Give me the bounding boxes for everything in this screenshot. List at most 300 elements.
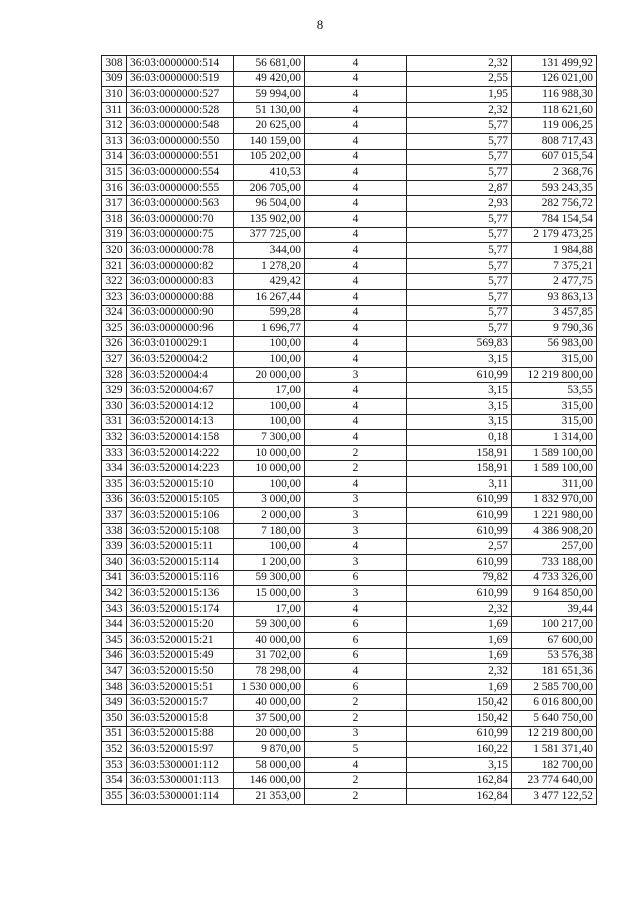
rate-cell: 1,69 (407, 632, 512, 648)
value-cell: 1 984,88 (512, 243, 597, 259)
category-cell: 4 (305, 196, 407, 212)
row-number-cell: 312 (102, 118, 127, 134)
cadastral-number-cell: 36:03:5200014:223 (127, 461, 234, 477)
area-cell: 377 725,00 (234, 227, 305, 243)
rate-cell: 162,84 (407, 773, 512, 789)
table-row (102, 430, 597, 446)
rate-cell: 79,82 (407, 570, 512, 586)
value-cell: 593 243,35 (512, 180, 597, 196)
row-number-cell: 346 (102, 648, 127, 664)
category-cell: 4 (305, 399, 407, 415)
rate-cell: 610,99 (407, 492, 512, 508)
page-number: 8 (316, 17, 324, 32)
value-cell: 784 154,54 (512, 211, 597, 227)
row-number-cell: 329 (102, 383, 127, 399)
rate-cell: 2,57 (407, 539, 512, 555)
row-number-cell: 337 (102, 508, 127, 524)
area-cell: 100,00 (234, 414, 305, 430)
table-row (102, 321, 597, 337)
row-number-cell: 333 (102, 445, 127, 461)
value-cell: 181 651,36 (512, 664, 597, 680)
cadastral-number-cell: 36:03:5300001:113 (127, 773, 234, 789)
cadastral-number-cell: 36:03:0000000:90 (127, 305, 234, 321)
area-cell: 56 681,00 (234, 56, 305, 72)
area-cell: 78 298,00 (234, 664, 305, 680)
cadastral-number-cell: 36:03:5200015:49 (127, 648, 234, 664)
row-number-cell: 310 (102, 87, 127, 103)
rate-cell: 3,15 (407, 352, 512, 368)
value-cell: 3 477 122,52 (512, 788, 597, 804)
value-cell: 2 179 473,25 (512, 227, 597, 243)
table-row (102, 664, 597, 680)
table-row (102, 56, 597, 72)
row-number-cell: 322 (102, 274, 127, 290)
rate-cell: 158,91 (407, 461, 512, 477)
cadastral-number-cell: 36:03:0000000:550 (127, 133, 234, 149)
area-cell: 20 625,00 (234, 118, 305, 134)
row-number-cell: 316 (102, 180, 127, 196)
area-cell: 10 000,00 (234, 445, 305, 461)
value-cell: 182 700,00 (512, 757, 597, 773)
cadastral-number-cell: 36:03:5200015:136 (127, 586, 234, 602)
cadastral-number-cell: 36:03:0000000:70 (127, 211, 234, 227)
cadastral-number-cell: 36:03:5200014:222 (127, 445, 234, 461)
category-cell: 3 (305, 523, 407, 539)
value-cell: 53,55 (512, 383, 597, 399)
value-cell: 1 832 970,00 (512, 492, 597, 508)
category-cell: 4 (305, 56, 407, 72)
cadastral-number-cell: 36:03:5200014:158 (127, 430, 234, 446)
cadastral-number-cell: 36:03:0000000:519 (127, 71, 234, 87)
value-cell: 6 016 800,00 (512, 695, 597, 711)
rate-cell: 2,87 (407, 180, 512, 196)
table-row (102, 258, 597, 274)
cadastral-number-cell: 36:03:0000000:551 (127, 149, 234, 165)
area-cell: 37 500,00 (234, 710, 305, 726)
area-cell: 135 902,00 (234, 211, 305, 227)
table-row (102, 742, 597, 758)
table-row (102, 788, 597, 804)
row-number-cell: 323 (102, 289, 127, 305)
value-cell: 12 219 800,00 (512, 367, 597, 383)
row-number-cell: 352 (102, 742, 127, 758)
table-row (102, 399, 597, 415)
value-cell: 733 188,00 (512, 555, 597, 571)
value-cell: 1 314,00 (512, 430, 597, 446)
row-number-cell: 351 (102, 726, 127, 742)
row-number-cell: 311 (102, 102, 127, 118)
rate-cell: 150,42 (407, 695, 512, 711)
cadastral-number-cell: 36:03:5200015:21 (127, 632, 234, 648)
rate-cell: 3,11 (407, 477, 512, 493)
value-cell: 67 600,00 (512, 632, 597, 648)
cadastral-number-cell: 36:03:0000000:78 (127, 243, 234, 259)
category-cell: 2 (305, 773, 407, 789)
area-cell: 58 000,00 (234, 757, 305, 773)
category-cell: 4 (305, 211, 407, 227)
row-number-cell: 326 (102, 336, 127, 352)
rate-cell: 5,77 (407, 321, 512, 337)
table-row (102, 87, 597, 103)
area-cell: 3 000,00 (234, 492, 305, 508)
cadastral-number-cell: 36:03:5300001:114 (127, 788, 234, 804)
row-number-cell: 318 (102, 211, 127, 227)
cadastral-number-cell: 36:03:5300001:112 (127, 757, 234, 773)
row-number-cell: 314 (102, 149, 127, 165)
area-cell: 100,00 (234, 399, 305, 415)
category-cell: 4 (305, 289, 407, 305)
area-cell: 100,00 (234, 336, 305, 352)
area-cell: 2 000,00 (234, 508, 305, 524)
category-cell: 4 (305, 477, 407, 493)
value-cell: 2 477,75 (512, 274, 597, 290)
category-cell: 4 (305, 383, 407, 399)
area-cell: 59 994,00 (234, 87, 305, 103)
value-cell: 7 375,21 (512, 258, 597, 274)
category-cell: 3 (305, 586, 407, 602)
value-cell: 1 581 371,40 (512, 742, 597, 758)
area-cell: 100,00 (234, 539, 305, 555)
cadastral-number-cell: 36:03:5200015:20 (127, 617, 234, 633)
category-cell: 4 (305, 149, 407, 165)
value-cell: 4 386 908,20 (512, 523, 597, 539)
value-cell: 282 756,72 (512, 196, 597, 212)
row-number-cell: 328 (102, 367, 127, 383)
row-number-cell: 341 (102, 570, 127, 586)
cadastral-number-cell: 36:03:5200015:106 (127, 508, 234, 524)
table-row (102, 352, 597, 368)
cadastral-number-cell: 36:03:5200004:67 (127, 383, 234, 399)
row-number-cell: 315 (102, 165, 127, 181)
category-cell: 5 (305, 742, 407, 758)
row-number-cell: 342 (102, 586, 127, 602)
cadastral-number-cell: 36:03:0000000:527 (127, 87, 234, 103)
value-cell: 311,00 (512, 477, 597, 493)
cadastral-number-cell: 36:03:0100029:1 (127, 336, 234, 352)
cadastral-number-cell: 36:03:0000000:548 (127, 118, 234, 134)
area-cell: 21 353,00 (234, 788, 305, 804)
category-cell: 4 (305, 227, 407, 243)
area-cell: 344,00 (234, 243, 305, 259)
area-cell: 20 000,00 (234, 726, 305, 742)
table-row (102, 632, 597, 648)
row-number-cell: 339 (102, 539, 127, 555)
row-number-cell: 338 (102, 523, 127, 539)
category-cell: 3 (305, 555, 407, 571)
value-cell: 315,00 (512, 414, 597, 430)
cadastral-number-cell: 36:03:0000000:555 (127, 180, 234, 196)
category-cell: 4 (305, 664, 407, 680)
value-cell: 39,44 (512, 601, 597, 617)
rate-cell: 5,77 (407, 243, 512, 259)
category-cell: 4 (305, 336, 407, 352)
category-cell: 4 (305, 757, 407, 773)
table-row (102, 601, 597, 617)
value-cell: 118 621,60 (512, 102, 597, 118)
table-row (102, 227, 597, 243)
category-cell: 3 (305, 367, 407, 383)
cadastral-number-cell: 36:03:5200015:114 (127, 555, 234, 571)
area-cell: 100,00 (234, 352, 305, 368)
table-row (102, 71, 597, 87)
row-number-cell: 325 (102, 321, 127, 337)
rate-cell: 5,77 (407, 227, 512, 243)
cadastral-number-cell: 36:03:5200015:116 (127, 570, 234, 586)
value-cell: 131 499,92 (512, 56, 597, 72)
rate-cell: 2,93 (407, 196, 512, 212)
category-cell: 3 (305, 492, 407, 508)
category-cell: 6 (305, 648, 407, 664)
cadastral-number-cell: 36:03:5200015:50 (127, 664, 234, 680)
table-row (102, 445, 597, 461)
table-row (102, 211, 597, 227)
value-cell: 3 457,85 (512, 305, 597, 321)
area-cell: 9 870,00 (234, 742, 305, 758)
row-number-cell: 332 (102, 430, 127, 446)
area-cell: 15 000,00 (234, 586, 305, 602)
area-cell: 1 530 000,00 (234, 679, 305, 695)
table-row (102, 726, 597, 742)
category-cell: 6 (305, 679, 407, 695)
cadastral-number-cell: 36:03:0000000:528 (127, 102, 234, 118)
table-row (102, 773, 597, 789)
area-cell: 96 504,00 (234, 196, 305, 212)
area-cell: 51 130,00 (234, 102, 305, 118)
table-row (102, 367, 597, 383)
value-cell: 56 983,00 (512, 336, 597, 352)
cadastral-value-table (101, 55, 597, 805)
row-number-cell: 349 (102, 695, 127, 711)
value-cell: 93 863,13 (512, 289, 597, 305)
row-number-cell: 343 (102, 601, 127, 617)
category-cell: 4 (305, 274, 407, 290)
category-cell: 4 (305, 102, 407, 118)
rate-cell: 3,15 (407, 383, 512, 399)
table-row (102, 679, 597, 695)
table-row (102, 180, 597, 196)
value-cell: 1 589 100,00 (512, 445, 597, 461)
row-number-cell: 319 (102, 227, 127, 243)
value-cell: 1 221 980,00 (512, 508, 597, 524)
category-cell: 2 (305, 445, 407, 461)
rate-cell: 5,77 (407, 165, 512, 181)
category-cell: 4 (305, 118, 407, 134)
table-row (102, 133, 597, 149)
area-cell: 1 696,77 (234, 321, 305, 337)
category-cell: 4 (305, 133, 407, 149)
category-cell: 4 (305, 180, 407, 196)
category-cell: 2 (305, 461, 407, 477)
value-cell: 23 774 640,00 (512, 773, 597, 789)
rate-cell: 1,69 (407, 617, 512, 633)
cadastral-number-cell: 36:03:0000000:75 (127, 227, 234, 243)
table-row (102, 492, 597, 508)
row-number-cell: 320 (102, 243, 127, 259)
area-cell: 40 000,00 (234, 695, 305, 711)
category-cell: 4 (305, 321, 407, 337)
rate-cell: 610,99 (407, 367, 512, 383)
table-row (102, 555, 597, 571)
area-cell: 1 278,20 (234, 258, 305, 274)
area-cell: 7 180,00 (234, 523, 305, 539)
value-cell: 2 368,76 (512, 165, 597, 181)
rate-cell: 610,99 (407, 508, 512, 524)
category-cell: 4 (305, 165, 407, 181)
category-cell: 4 (305, 352, 407, 368)
rate-cell: 610,99 (407, 523, 512, 539)
value-cell: 9 790,36 (512, 321, 597, 337)
table-row (102, 523, 597, 539)
category-cell: 4 (305, 87, 407, 103)
area-cell: 599,28 (234, 305, 305, 321)
row-number-cell: 347 (102, 664, 127, 680)
table-row (102, 414, 597, 430)
row-number-cell: 317 (102, 196, 127, 212)
cadastral-number-cell: 36:03:5200015:51 (127, 679, 234, 695)
table-row (102, 149, 597, 165)
area-cell: 146 000,00 (234, 773, 305, 789)
cadastral-number-cell: 36:03:5200015:11 (127, 539, 234, 555)
row-number-cell: 344 (102, 617, 127, 633)
category-cell: 4 (305, 601, 407, 617)
cadastral-number-cell: 36:03:5200015:10 (127, 477, 234, 493)
category-cell: 3 (305, 508, 407, 524)
area-cell: 410,53 (234, 165, 305, 181)
row-number-cell: 335 (102, 477, 127, 493)
category-cell: 4 (305, 243, 407, 259)
cadastral-number-cell: 36:03:5200014:13 (127, 414, 234, 430)
table-row (102, 118, 597, 134)
table-row (102, 477, 597, 493)
rate-cell: 3,15 (407, 399, 512, 415)
row-number-cell: 348 (102, 679, 127, 695)
table-body (102, 56, 597, 805)
table-row (102, 757, 597, 773)
table-row (102, 539, 597, 555)
area-cell: 429,42 (234, 274, 305, 290)
category-cell: 2 (305, 695, 407, 711)
table-row (102, 648, 597, 664)
rate-cell: 610,99 (407, 726, 512, 742)
row-number-cell: 355 (102, 788, 127, 804)
area-cell: 16 267,44 (234, 289, 305, 305)
category-cell: 2 (305, 788, 407, 804)
value-cell: 315,00 (512, 399, 597, 415)
cadastral-number-cell: 36:03:0000000:96 (127, 321, 234, 337)
value-cell: 119 006,25 (512, 118, 597, 134)
table-row (102, 695, 597, 711)
rate-cell: 5,77 (407, 305, 512, 321)
row-number-cell: 330 (102, 399, 127, 415)
rate-cell: 2,32 (407, 601, 512, 617)
table-row (102, 710, 597, 726)
category-cell: 4 (305, 305, 407, 321)
rate-cell: 2,32 (407, 56, 512, 72)
rate-cell: 1,69 (407, 679, 512, 695)
rate-cell: 150,42 (407, 710, 512, 726)
cadastral-number-cell: 36:03:0000000:563 (127, 196, 234, 212)
value-cell: 5 640 750,00 (512, 710, 597, 726)
value-cell: 12 219 800,00 (512, 726, 597, 742)
category-cell: 6 (305, 570, 407, 586)
rate-cell: 1,95 (407, 87, 512, 103)
area-cell: 1 200,00 (234, 555, 305, 571)
rate-cell: 2,32 (407, 664, 512, 680)
table-row (102, 289, 597, 305)
value-cell: 1 589 100,00 (512, 461, 597, 477)
table-row (102, 196, 597, 212)
cadastral-number-cell: 36:03:5200015:7 (127, 695, 234, 711)
rate-cell: 3,15 (407, 414, 512, 430)
cadastral-number-cell: 36:03:0000000:83 (127, 274, 234, 290)
table-row (102, 274, 597, 290)
rate-cell: 2,55 (407, 71, 512, 87)
row-number-cell: 321 (102, 258, 127, 274)
value-cell: 4 733 326,00 (512, 570, 597, 586)
row-number-cell: 308 (102, 56, 127, 72)
value-cell: 9 164 850,00 (512, 586, 597, 602)
category-cell: 4 (305, 430, 407, 446)
area-cell: 100,00 (234, 477, 305, 493)
table-row (102, 461, 597, 477)
row-number-cell: 340 (102, 555, 127, 571)
table-row (102, 102, 597, 118)
table-row (102, 617, 597, 633)
row-number-cell: 331 (102, 414, 127, 430)
rate-cell: 3,15 (407, 757, 512, 773)
cadastral-number-cell: 36:03:0000000:82 (127, 258, 234, 274)
table-row (102, 305, 597, 321)
row-number-cell: 350 (102, 710, 127, 726)
area-cell: 40 000,00 (234, 632, 305, 648)
row-number-cell: 313 (102, 133, 127, 149)
value-cell: 257,00 (512, 539, 597, 555)
row-number-cell: 334 (102, 461, 127, 477)
rate-cell: 569,83 (407, 336, 512, 352)
cadastral-number-cell: 36:03:5200015:174 (127, 601, 234, 617)
table-row (102, 243, 597, 259)
rate-cell: 5,77 (407, 133, 512, 149)
table-row (102, 336, 597, 352)
table-row (102, 508, 597, 524)
value-cell: 607 015,54 (512, 149, 597, 165)
rate-cell: 5,77 (407, 149, 512, 165)
area-cell: 17,00 (234, 601, 305, 617)
rate-cell: 610,99 (407, 586, 512, 602)
area-cell: 20 000,00 (234, 367, 305, 383)
rate-cell: 5,77 (407, 258, 512, 274)
category-cell: 4 (305, 539, 407, 555)
value-cell: 100 217,00 (512, 617, 597, 633)
row-number-cell: 324 (102, 305, 127, 321)
rate-cell: 5,77 (407, 211, 512, 227)
category-cell: 6 (305, 632, 407, 648)
rate-cell: 2,32 (407, 102, 512, 118)
area-cell: 105 202,00 (234, 149, 305, 165)
category-cell: 4 (305, 258, 407, 274)
area-cell: 17,00 (234, 383, 305, 399)
category-cell: 4 (305, 414, 407, 430)
row-number-cell: 309 (102, 71, 127, 87)
category-cell: 4 (305, 71, 407, 87)
area-cell: 140 159,00 (234, 133, 305, 149)
value-cell: 808 717,43 (512, 133, 597, 149)
table-row (102, 586, 597, 602)
cadastral-number-cell: 36:03:5200004:4 (127, 367, 234, 383)
value-cell: 126 021,00 (512, 71, 597, 87)
area-cell: 7 300,00 (234, 430, 305, 446)
table-row (102, 570, 597, 586)
